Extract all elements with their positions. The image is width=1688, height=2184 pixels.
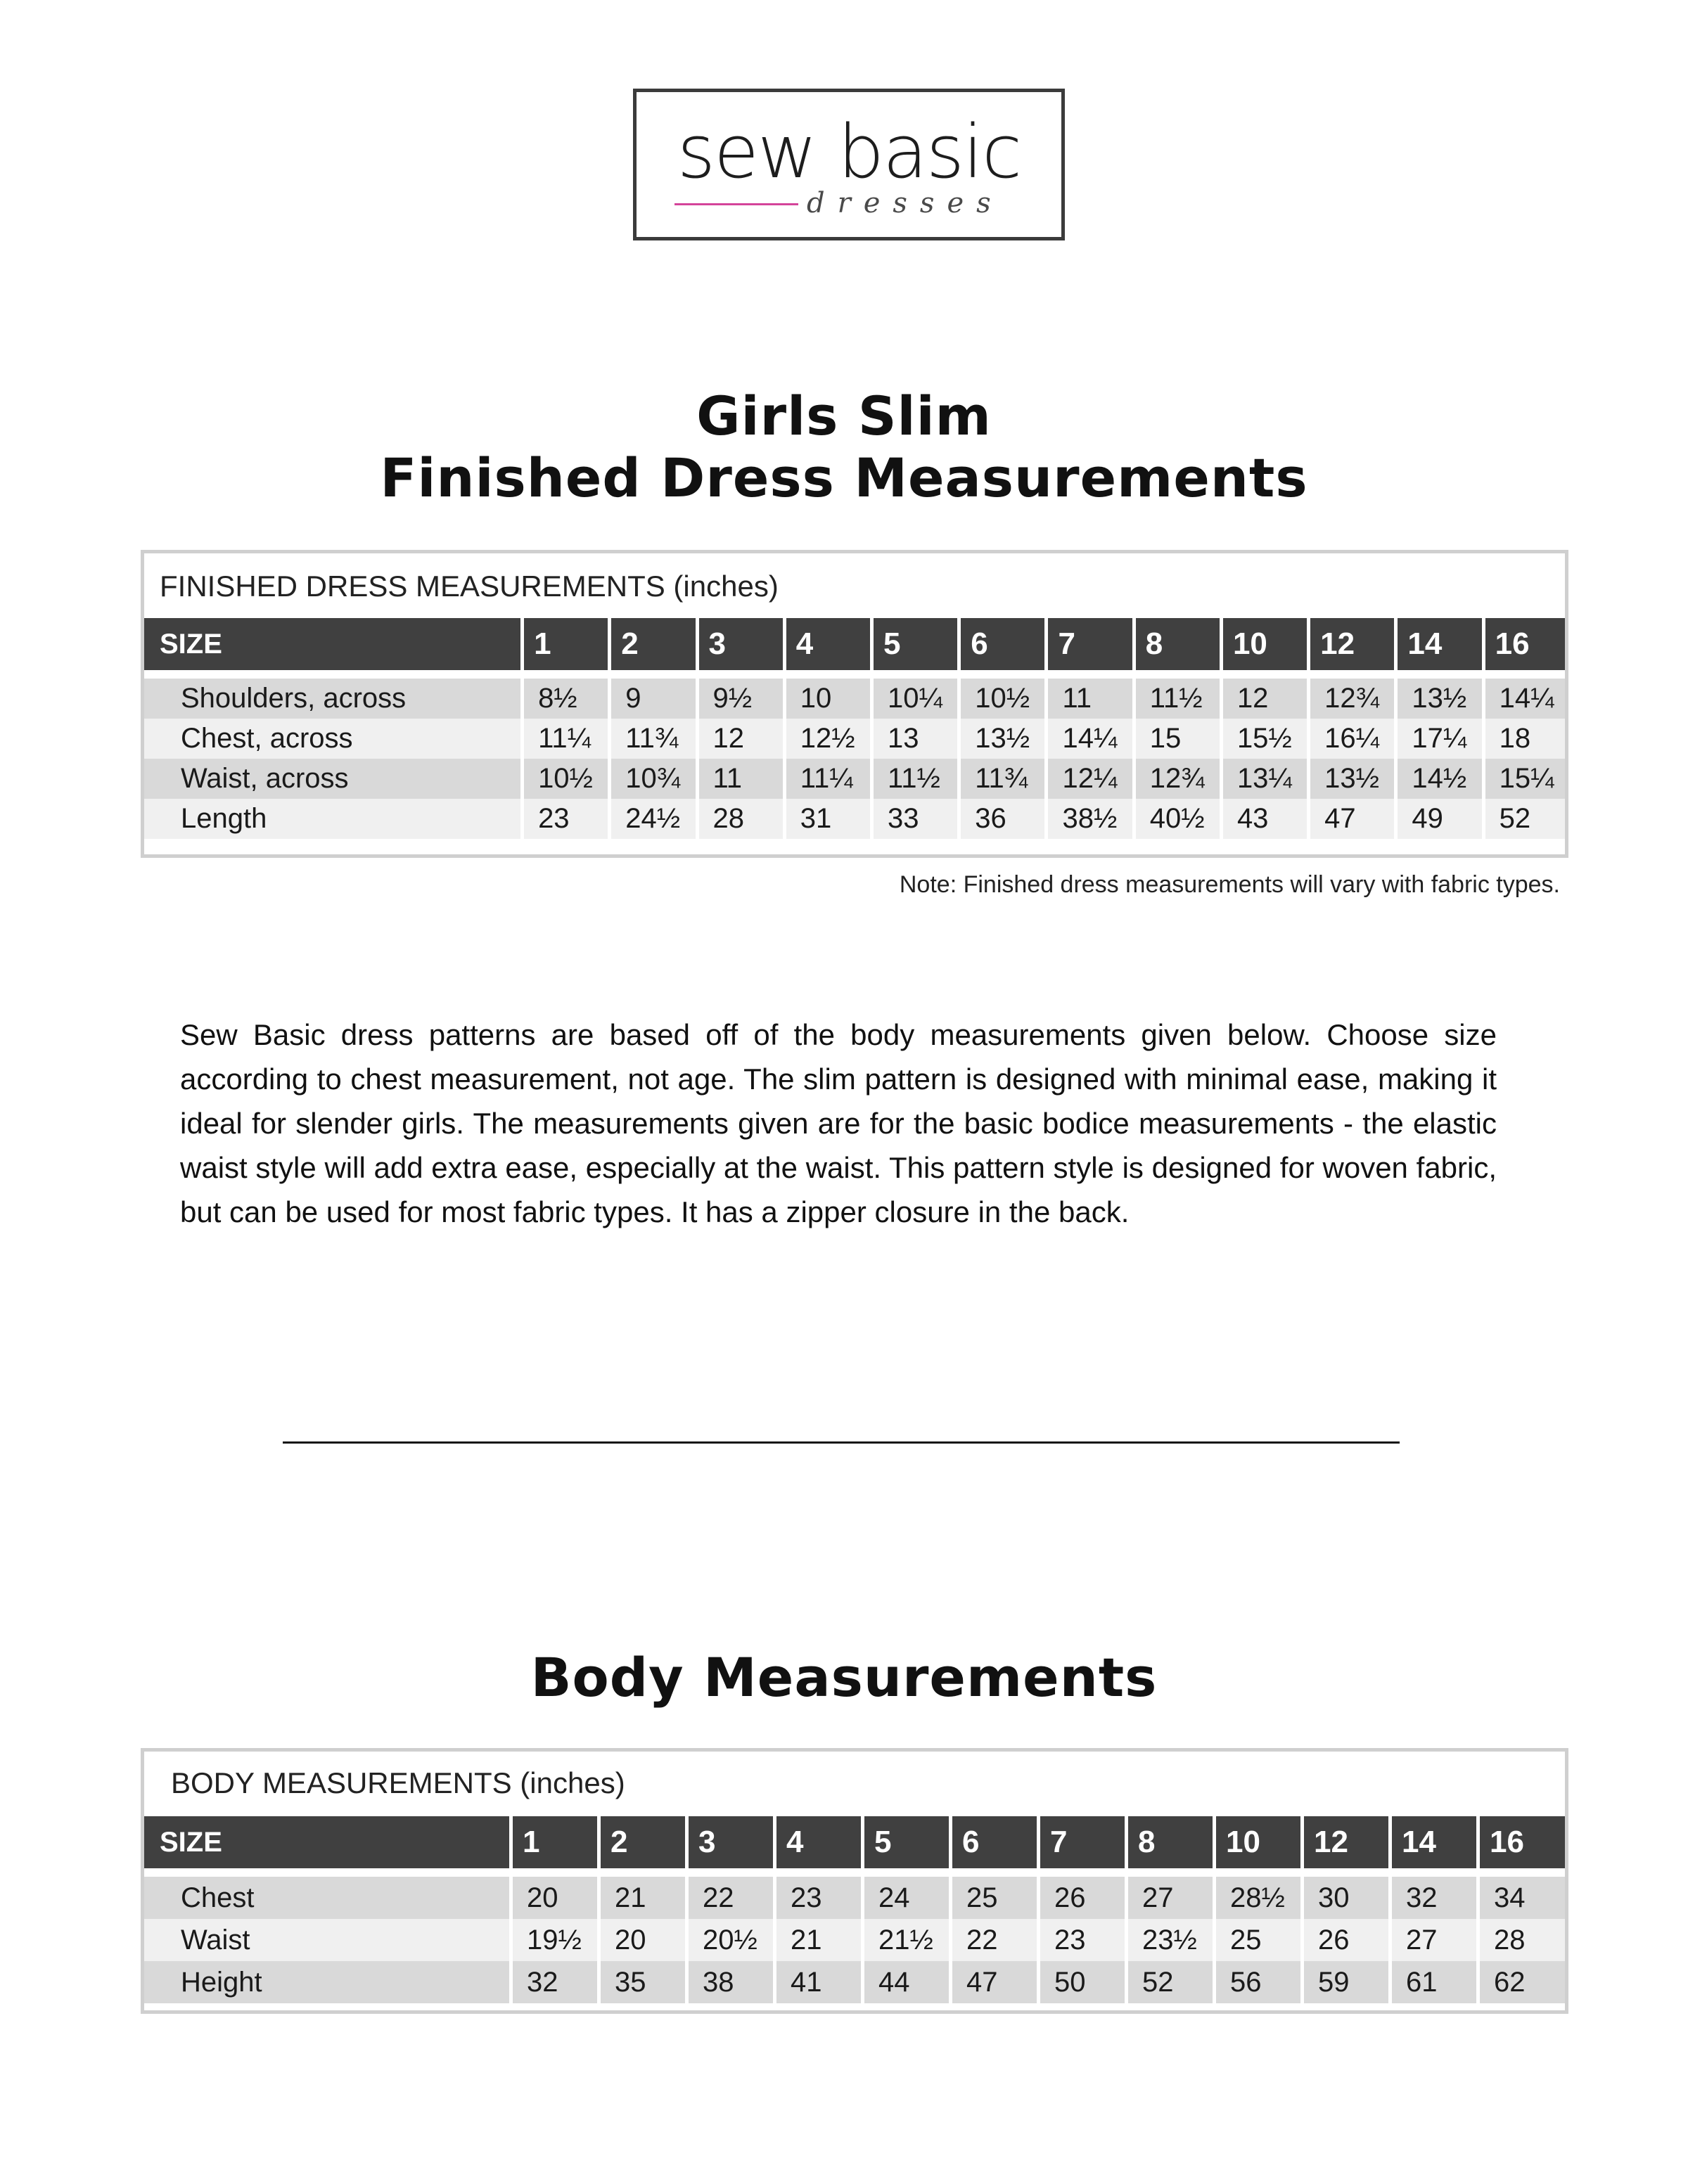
body-measurement-cell: 27 [1392, 1919, 1480, 1961]
finished-measurement-cell: 12 [699, 719, 786, 759]
finished-table-row [144, 719, 1565, 759]
body-row-label: Waist [144, 1919, 513, 1961]
finished-measurement-cell: 12¾ [1136, 759, 1223, 799]
finished-measurement-cell: 11½ [874, 759, 961, 799]
finished-measurement-cell: 12½ [786, 719, 874, 759]
finished-header-row [144, 618, 1565, 670]
finished-size-header: SIZE [144, 618, 524, 670]
logo-accent-line [674, 203, 798, 205]
finished-size-column-header: 1 [524, 618, 611, 670]
body-size-column-header: 7 [1040, 1816, 1128, 1868]
finished-measurement-cell: 12 [1223, 679, 1310, 719]
body-header-row [144, 1816, 1565, 1868]
brand-logo [633, 89, 1065, 240]
finished-measurement-cell: 15½ [1223, 719, 1310, 759]
body-measurement-cell: 22 [689, 1877, 776, 1919]
body-table-row [144, 1877, 1565, 1919]
body-measurement-cell: 21 [776, 1919, 864, 1961]
body-size-column-header: 12 [1304, 1816, 1392, 1868]
finished-table-row [144, 759, 1565, 799]
finished-size-column-header: 16 [1485, 618, 1565, 670]
finished-table-caption: FINISHED DRESS MEASUREMENTS (inches) [160, 570, 779, 603]
body-measurement-cell: 23½ [1128, 1919, 1216, 1961]
finished-measurement-cell: 13 [874, 719, 961, 759]
body-measurement-cell: 47 [952, 1961, 1040, 2003]
finished-measurement-cell: 11¼ [524, 719, 611, 759]
body-size-column-header: 10 [1216, 1816, 1304, 1868]
finished-measurement-cell: 14½ [1398, 759, 1485, 799]
finished-measurement-cell: 12¾ [1310, 679, 1398, 719]
finished-measurement-cell: 9½ [699, 679, 786, 719]
finished-row-label: Shoulders, across [144, 679, 524, 719]
body-measurement-cell: 41 [776, 1961, 864, 2003]
body-measurement-cell: 22 [952, 1919, 1040, 1961]
finished-measurement-cell: 14¼ [1485, 679, 1565, 719]
body-row-label: Chest [144, 1877, 513, 1919]
finished-measurement-cell: 28 [699, 799, 786, 839]
body-measurement-cell: 32 [513, 1961, 601, 2003]
body-measurement-cell: 26 [1304, 1919, 1392, 1961]
description-paragraph: Sew Basic dress patterns are based off of the body measurements given below. Choose size according to chest measurement, not age. The slim pattern is designed with minimal ease, making it ideal for slender girls. The measurements given are for the basic bodice measurements - the elastic waist style will add extra ease, especially at the waist. This pattern style is designed for woven fabric, but can be used for most fabric types. It has a zipper closure in the back. [180, 1018, 1497, 1228]
body-table-row [144, 1919, 1565, 1961]
finished-measurement-cell: 24½ [611, 799, 698, 839]
logo-wordmark: sew basic [677, 109, 1021, 195]
fabric-note: Note: Finished dress measurements will vary with fabric types. [899, 871, 1560, 898]
body-measurement-cell: 62 [1480, 1961, 1565, 2003]
finished-measurement-cell: 31 [786, 799, 874, 839]
finished-row-label: Chest, across [144, 719, 524, 759]
finished-measurement-cell: 36 [961, 799, 1048, 839]
body-measurements-table [141, 1748, 1568, 2014]
finished-row-label: Waist, across [144, 759, 524, 799]
body-measurement-cell: 28½ [1216, 1877, 1304, 1919]
body-measurement-cell: 52 [1128, 1961, 1216, 2003]
body-measurement-cell: 23 [776, 1877, 864, 1919]
finished-size-column-header: 7 [1048, 618, 1135, 670]
finished-measurement-cell: 14¼ [1048, 719, 1135, 759]
body-size-column-header: 5 [864, 1816, 952, 1868]
body-measurement-cell: 30 [1304, 1877, 1392, 1919]
finished-measurement-cell: 11 [1048, 679, 1135, 719]
body-table-grid [144, 1816, 1565, 2003]
finished-title-line2: Finished Dress Measurements [380, 447, 1308, 509]
finished-measurement-cell: 10½ [524, 759, 611, 799]
body-measurement-cell: 28 [1480, 1919, 1565, 1961]
finished-measurement-cell: 43 [1223, 799, 1310, 839]
body-measurement-cell: 27 [1128, 1877, 1216, 1919]
finished-measurement-cell: 11¾ [961, 759, 1048, 799]
finished-measurement-cell: 18 [1485, 719, 1565, 759]
body-measurement-cell: 50 [1040, 1961, 1128, 2003]
section-divider [283, 1441, 1400, 1444]
finished-measurement-cell: 10 [786, 679, 874, 719]
finished-size-column-header: 12 [1310, 618, 1398, 670]
finished-size-column-header: 8 [1136, 618, 1223, 670]
body-measurement-cell: 61 [1392, 1961, 1480, 2003]
finished-measurement-cell: 13½ [1310, 759, 1398, 799]
body-measurement-cell: 56 [1216, 1961, 1304, 2003]
finished-row-label: Length [144, 799, 524, 839]
body-measurement-cell: 21 [601, 1877, 689, 1919]
body-size-column-header: 2 [601, 1816, 689, 1868]
body-table-caption: BODY MEASUREMENTS (inches) [171, 1766, 625, 1799]
finished-size-column-header: 5 [874, 618, 961, 670]
finished-measurement-cell: 11¼ [786, 759, 874, 799]
body-measurement-cell: 20½ [689, 1919, 776, 1961]
finished-measurement-cell: 10¾ [611, 759, 698, 799]
body-measurement-cell: 21½ [864, 1919, 952, 1961]
body-measurement-cell: 24 [864, 1877, 952, 1919]
body-measurement-cell: 26 [1040, 1877, 1128, 1919]
body-measurement-cell: 38 [689, 1961, 776, 2003]
body-row-label: Height [144, 1961, 513, 2003]
finished-measurement-cell: 15 [1136, 719, 1223, 759]
body-measurement-cell: 34 [1480, 1877, 1565, 1919]
finished-title-line1: Girls Slim [696, 385, 992, 447]
finished-size-column-header: 4 [786, 618, 874, 670]
body-measurement-cell: 25 [1216, 1919, 1304, 1961]
finished-size-column-header: 6 [961, 618, 1048, 670]
finished-measurement-cell: 10½ [961, 679, 1048, 719]
body-measurement-cell: 20 [513, 1877, 601, 1919]
body-measurement-cell: 23 [1040, 1919, 1128, 1961]
body-table-row [144, 1961, 1565, 2003]
finished-measurement-cell: 38½ [1048, 799, 1135, 839]
finished-table-row [144, 679, 1565, 719]
finished-measurement-cell: 10¼ [874, 679, 961, 719]
finished-measurement-cell: 33 [874, 799, 961, 839]
finished-measurement-cell: 13¼ [1223, 759, 1310, 799]
finished-measurement-cell: 16¼ [1310, 719, 1398, 759]
finished-measurement-cell: 13½ [1398, 679, 1485, 719]
body-measurement-cell: 44 [864, 1961, 952, 2003]
body-size-column-header: 4 [776, 1816, 864, 1868]
finished-size-column-header: 14 [1398, 618, 1485, 670]
finished-measurement-cell: 13½ [961, 719, 1048, 759]
finished-measurement-cell: 17¼ [1398, 719, 1485, 759]
finished-measurement-cell: 9 [611, 679, 698, 719]
finished-size-column-header: 3 [699, 618, 786, 670]
body-measurement-cell: 19½ [513, 1919, 601, 1961]
finished-table-row [144, 799, 1565, 839]
body-size-header: SIZE [144, 1816, 513, 1868]
finished-measurement-cell: 12¼ [1048, 759, 1135, 799]
finished-measurement-cell: 49 [1398, 799, 1485, 839]
finished-measurement-cell: 23 [524, 799, 611, 839]
finished-measurement-cell: 15¼ [1485, 759, 1565, 799]
body-size-column-header: 16 [1480, 1816, 1565, 1868]
body-title: Body Measurements [530, 1646, 1158, 1709]
logo-subtitle: dresses [807, 187, 1004, 219]
finished-size-column-header: 2 [611, 618, 698, 670]
finished-table-grid [144, 618, 1565, 839]
body-size-column-header: 14 [1392, 1816, 1480, 1868]
finished-size-column-header: 10 [1223, 618, 1310, 670]
finished-measurement-cell: 47 [1310, 799, 1398, 839]
finished-measurement-cell: 40½ [1136, 799, 1223, 839]
finished-measurement-cell: 8½ [524, 679, 611, 719]
body-size-column-header: 6 [952, 1816, 1040, 1868]
finished-measurement-cell: 11¾ [611, 719, 698, 759]
body-measurement-cell: 20 [601, 1919, 689, 1961]
body-measurement-cell: 25 [952, 1877, 1040, 1919]
body-measurement-cell: 35 [601, 1961, 689, 2003]
body-measurement-cell: 59 [1304, 1961, 1392, 2003]
body-size-column-header: 1 [513, 1816, 601, 1868]
finished-measurements-table [141, 550, 1568, 858]
body-size-column-header: 3 [689, 1816, 776, 1868]
finished-measurement-cell: 11½ [1136, 679, 1223, 719]
finished-measurement-cell: 11 [699, 759, 786, 799]
finished-measurement-cell: 52 [1485, 799, 1565, 839]
body-measurement-cell: 32 [1392, 1877, 1480, 1919]
body-size-column-header: 8 [1128, 1816, 1216, 1868]
